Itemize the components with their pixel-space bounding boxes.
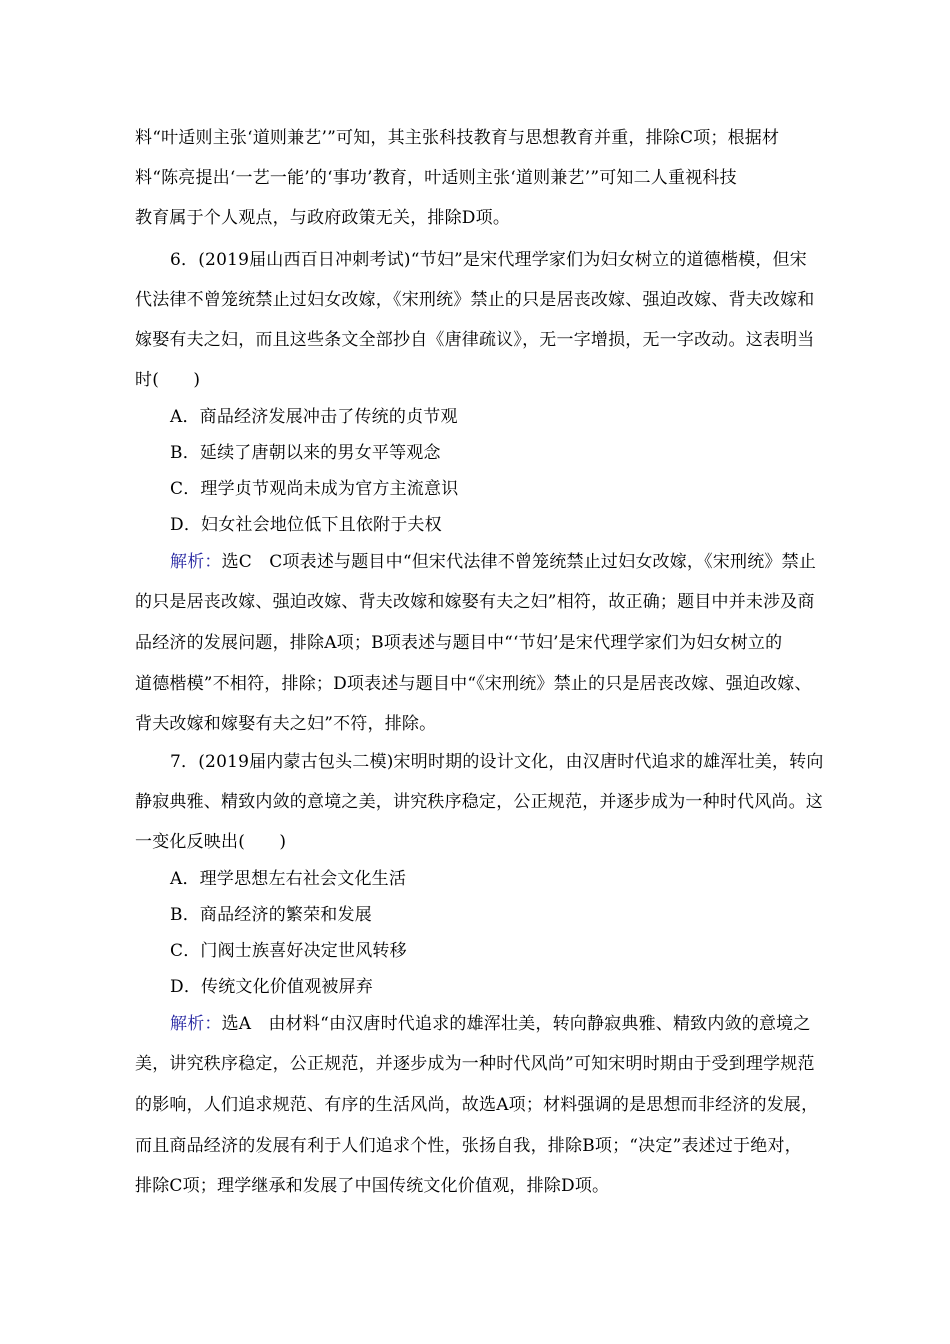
question-7-analysis-line: 排除C项；理学继承和发展了中国传统文化价值观，排除D项。: [135, 1176, 610, 1196]
question-6-option-d: D．妇女社会地位低下且依附于夫权: [170, 515, 442, 535]
question-6-stem-line: 6．(2019届山西百日冲刺考试)“节妇”是宋代理学家们为妇女树立的道德楷模，但宋: [170, 250, 807, 270]
question-6-option-c: C．理学贞节观尚未成为官方主流意识: [170, 479, 459, 499]
question-7-analysis-line: 美，讲究秩序稳定，公正规范，并逐步成为一种时代风尚”可知宋明时期由于受到理学规范: [135, 1054, 815, 1074]
question-7-option-d: D．传统文化价值观被屏弃: [170, 977, 374, 997]
question-6-option-b: B．延续了唐朝以来的男女平等观念: [170, 443, 441, 463]
question-6-analysis-line: 的只是居丧改嫁、强迫改嫁、背夫改嫁和嫁娶有夫之妇”相符，故正确；题目中并未涉及商: [135, 592, 815, 612]
analysis-text: 选A 由材料“由汉唐时代追求的雄浑壮美，转向静寂典雅、精致内敛的意境之: [221, 1014, 811, 1034]
question-6-analysis-line: 背夫改嫁和嫁娶有夫之妇”不符，排除。: [135, 714, 437, 734]
question-7-stem-line: 一变化反映出( ): [135, 832, 287, 852]
question-7-analysis-first-line: [170, 1013, 811, 1035]
question-7-option-a: A．理学思想左右社会文化生活: [170, 869, 407, 889]
question-7-analysis-line: 而且商品经济的发展有利于人们追求个性，张扬自我，排除B项；“决定”表述过于绝对，: [135, 1136, 802, 1156]
question-7-analysis-line: 的影响，人们追求规范、有序的生活风尚，故选A项；材料强调的是思想而非经济的发展，: [135, 1095, 819, 1115]
analysis-label: 解析：: [170, 1014, 222, 1034]
analysis-text: 选C C项表述与题目中“但宋代法律不曾笼统禁止过妇女改嫁，《宋刑统》禁止: [221, 552, 817, 572]
analysis-label: 解析：: [170, 552, 222, 572]
explanation-line: 料“叶适则主张‘道则兼艺’”可知，其主张科技教育与思想教育并重，排除C项；根据材: [135, 128, 780, 148]
explanation-line: 教育属于个人观点，与政府政策无关，排除D项。: [135, 208, 511, 228]
question-7-stem-line: 静寂典雅、精致内敛的意境之美，讲究秩序稳定，公正规范，并逐步成为一种时代风尚。这: [135, 792, 823, 812]
question-6-option-a: A．商品经济发展冲击了传统的贞节观: [170, 407, 458, 427]
question-7-option-c: C．门阀士族喜好决定世风转移: [170, 941, 407, 961]
question-6-stem-line: 时( ): [135, 370, 201, 390]
question-6-stem-line: 嫁娶有夫之妇，而且这些条文全部抄自《唐律疏议》，无一字增损，无一字改动。这表明当: [135, 330, 815, 350]
question-7-option-b: B．商品经济的繁荣和发展: [170, 905, 372, 925]
question-6-analysis-line: 道德楷模”不相符，排除；D项表述与题目中“《宋刑统》禁止的只是居丧改嫁、强迫改嫁、: [135, 674, 812, 694]
question-6-analysis-line: 品经济的发展问题，排除A项；B项表述与题目中“‘节妇’是宋代理学家们为妇女树立的: [135, 633, 783, 653]
question-7-stem-line: 7．(2019届内蒙古包头二模)宋明时期的设计文化，由汉唐时代追求的雄浑壮美，转向: [170, 752, 824, 772]
question-6-stem-line: 代法律不曾笼统禁止过妇女改嫁，《宋刑统》禁止的只是居丧改嫁、强迫改嫁、背夫改嫁和: [135, 290, 815, 310]
question-6-analysis-first-line: [170, 551, 816, 573]
explanation-line: 料“陈亮提出‘一艺一能’的‘事功’教育，叶适则主张‘道则兼艺’”可知二人重视科技: [135, 168, 737, 188]
